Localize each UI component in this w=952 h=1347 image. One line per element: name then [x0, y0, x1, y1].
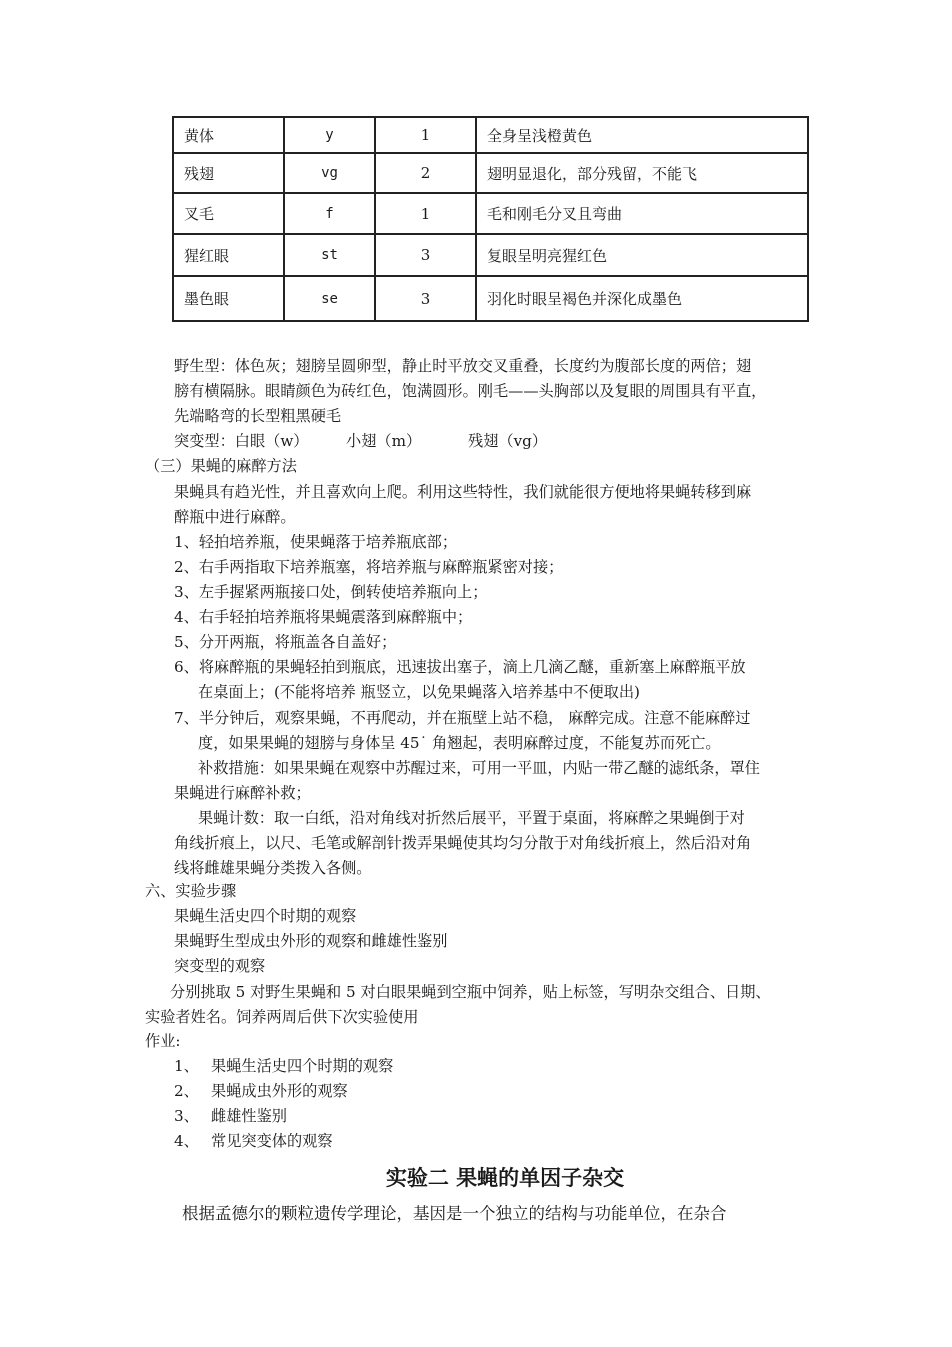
section-heading: 作业:	[145, 1032, 181, 1050]
mutant-name: 残翅	[173, 153, 284, 193]
paragraph-line: 根据孟德尔的颗粒遗传学理论，基因是一个独立的结构与功能单位，在杂合	[182, 1204, 727, 1223]
mutant-name: 叉毛	[173, 193, 284, 234]
mutant-types-label: 突变型：	[174, 432, 235, 450]
anesthesia-step: 2、右手两指取下培养瓶塞，将培养瓶与麻醉瓶紧密对接；	[174, 558, 564, 576]
chromosome-number: 1	[375, 193, 476, 234]
miniature-wing-mutant: 小翅（m）	[346, 432, 422, 450]
paragraph-line: 实验者姓名。饲养两周后供下次实验使用	[145, 1008, 419, 1026]
counting-text: 角线折痕上，以尺、毛笔或解剖针拨弄果蝇使其均匀分散于对角线折痕上，然后沿对角	[174, 834, 752, 852]
section-heading: （三）果蝇的麻醉方法	[145, 457, 297, 475]
rescue-text: 补救措施：如果果蝇在观察中苏醒过来，可用一平皿，内贴一带乙醚的滤纸条，罩住	[198, 759, 760, 777]
anesthesia-step: 5、分开两瓶，将瓶盖各自盖好；	[174, 633, 397, 651]
gene-symbol: st	[284, 234, 375, 276]
paragraph-line: 醉瓶中进行麻醉。	[174, 508, 296, 526]
chromosome-number: 1	[375, 117, 476, 153]
homework-number: 1、	[174, 1057, 199, 1075]
gene-symbol: y	[284, 117, 375, 153]
wild-type-text: 膀有横隔脉。眼睛颜色为砖红色，饱满圆形。刚毛——头胸部以及复眼的周围具有平直，	[174, 382, 767, 400]
chromosome-number: 2	[375, 153, 476, 193]
paragraph-line: 分别挑取 5 对野生果蝇和 5 对白眼果蝇到空瓶中饲养，贴上标签，写明杂交组合、日期、	[170, 983, 771, 1001]
mutant-name: 墨色眼	[173, 276, 284, 321]
homework-item: 雌雄性鉴别	[211, 1107, 287, 1125]
mutant-name: 黄体	[173, 117, 284, 153]
mutant-name: 猩红眼	[173, 234, 284, 276]
mutant-feature: 毛和刚毛分叉且弯曲	[476, 193, 808, 234]
anesthesia-step: 7、半分钟后，观察果蝇，不再爬动，并在瓶壁上站不稳， 麻醉完成。注意不能麻醉过	[174, 709, 751, 727]
chromosome-number: 3	[375, 276, 476, 321]
gene-symbol: vg	[284, 153, 375, 193]
homework-number: 2、	[174, 1082, 199, 1100]
mutant-feature: 羽化时眼呈褐色并深化成墨色	[476, 276, 808, 321]
homework-item: 常见突变体的观察	[211, 1132, 333, 1150]
chromosome-number: 3	[375, 234, 476, 276]
anesthesia-step: 6、将麻醉瓶的果蝇轻拍到瓶底，迅速拔出塞子，滴上几滴乙醚，重新塞上麻醉瓶平放	[174, 658, 746, 676]
mutant-feature: 全身呈浅橙黄色	[476, 117, 808, 153]
counting-text: 果蝇计数：取一白纸，沿对角线对折然后展平，平置于桌面，将麻醉之果蝇倒于对	[198, 809, 745, 827]
procedure-item: 突变型的观察	[174, 957, 266, 975]
anesthesia-step-continued: 在桌面上；(不能将培养 瓶竖立，以免果蝇落入培养基中不便取出)	[198, 683, 640, 701]
wild-type-text: 先端略弯的长型粗黑硬毛	[174, 407, 342, 425]
anesthesia-step: 4、右手轻拍培养瓶将果蝇震落到麻醉瓶中；	[174, 608, 473, 626]
table-row	[173, 234, 808, 276]
table-row	[173, 153, 808, 193]
table-row	[173, 117, 808, 153]
procedure-item: 果蝇野生型成虫外形的观察和雌雄性鉴别	[174, 932, 448, 950]
homework-item: 果蝇成虫外形的观察	[211, 1082, 348, 1100]
homework-number: 3、	[174, 1107, 199, 1125]
table-row	[173, 193, 808, 234]
rescue-text: 果蝇进行麻醉补救；	[174, 784, 311, 802]
homework-number: 4、	[174, 1132, 199, 1150]
white-eye-mutant: 白眼（w）	[234, 432, 309, 450]
anesthesia-step: 1、轻拍培养瓶，使果蝇落于培养瓶底部；	[174, 533, 458, 551]
mutant-feature: 翅明显退化，部分残留，不能飞	[476, 153, 808, 193]
anesthesia-step: 3、左手握紧两瓶接口处，倒转使培养瓶向上；	[174, 583, 488, 601]
experiment-title: 实验二 果蝇的单因子杂交	[385, 1166, 625, 1190]
mutant-types-line	[174, 430, 309, 452]
paragraph-line: 果蝇具有趋光性，并且喜欢向上爬。利用这些特性，我们就能很方便地将果蝇转移到麻	[174, 483, 752, 501]
homework-item: 果蝇生活史四个时期的观察	[211, 1057, 394, 1075]
section-heading: 六、实验步骤	[145, 882, 237, 900]
table-row	[173, 276, 808, 321]
counting-text: 线将雌雄果蝇分类拨入各侧。	[174, 859, 372, 877]
mutant-feature: 复眼呈明亮猩红色	[476, 234, 808, 276]
vestigial-wing-mutant: 残翅（vg）	[468, 432, 548, 450]
gene-symbol: se	[284, 276, 375, 321]
anesthesia-step-continued: 度，如果果蝇的翅膀与身体呈 45˙ 角翘起，表明麻醉过度，不能复苏而死亡。	[198, 734, 721, 752]
procedure-item: 果蝇生活史四个时期的观察	[174, 907, 357, 925]
mutant-table	[172, 116, 809, 322]
wild-type-text: 野生型：体色灰；翅膀呈圆卵型，静止时平放交叉重叠，长度约为腹部长度的两倍；翅	[174, 357, 752, 375]
gene-symbol: f	[284, 193, 375, 234]
